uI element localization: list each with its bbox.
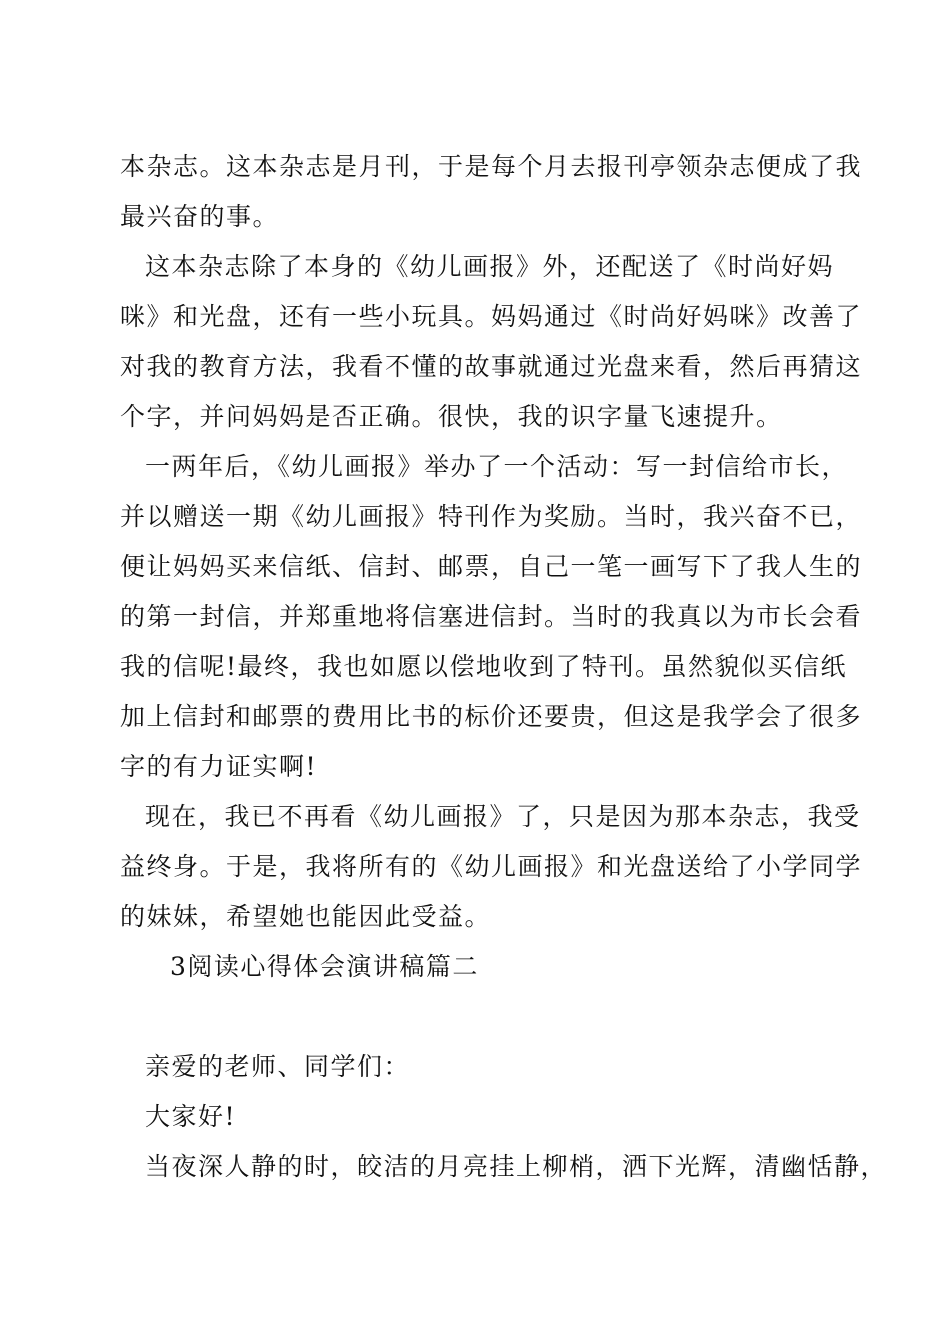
text-line: 个字，并问妈妈是否正确。很快，我的识字量飞速提升。 [120,402,783,431]
text-line: 的第一封信，并郑重地将信塞进信封。当时的我真以为市长会看 [120,602,863,631]
text-line: 最兴奋的事。 [120,202,280,231]
text-line: 并以赠送一期《幼儿画报》特刊作为奖励。当时，我兴奋不已， [120,502,863,531]
greeting-line: 大家好! [145,1102,237,1131]
text-line: 的妹妹，希望她也能因此受益。 [120,902,492,931]
text-line: 便让妈妈买来信纸、信封、邮票，自己一笔一画写下了我人生的 [120,552,863,581]
text-line: 咪》和光盘，还有一些小玩具。妈妈通过《时尚好妈咪》改善了 [120,302,863,331]
paragraph-start-line: 一两年后，《幼儿画报》举办了一个活动：写一封信给市长， [145,452,849,481]
text-line: 益终身。于是，我将所有的《幼儿画报》和光盘送给了小学同学 [120,852,863,881]
paragraph-start-line: 现在，我已不再看《幼儿画报》了，只是因为那本杂志，我受 [145,802,861,831]
text-line: 我的信呢!最终，我也如愿以偿地收到了特刊。虽然貌似买信纸 [120,652,848,681]
text-line: 加上信封和邮票的费用比书的标价还要贵，但这是我学会了很多 [120,702,863,731]
paragraph-start-line: 当夜深人静的时，皎洁的月亮挂上柳梢，洒下光辉，清幽恬静， [145,1152,888,1181]
paragraph-start-line: 这本杂志除了本身的《幼儿画报》外，还配送了《时尚好妈 [145,252,835,281]
section-heading: 3阅读心得体会演讲稿篇二 [170,952,479,981]
text-line: 字的有力证实啊! [120,752,318,781]
text-line: 对我的教育方法，我看不懂的故事就通过光盘来看，然后再猜这 [120,352,863,381]
salutation-line: 亲爱的老师、同学们： [145,1052,411,1081]
text-line: 本杂志。这本杂志是月刊，于是每个月去报刊亭领杂志便成了我 [120,152,863,181]
